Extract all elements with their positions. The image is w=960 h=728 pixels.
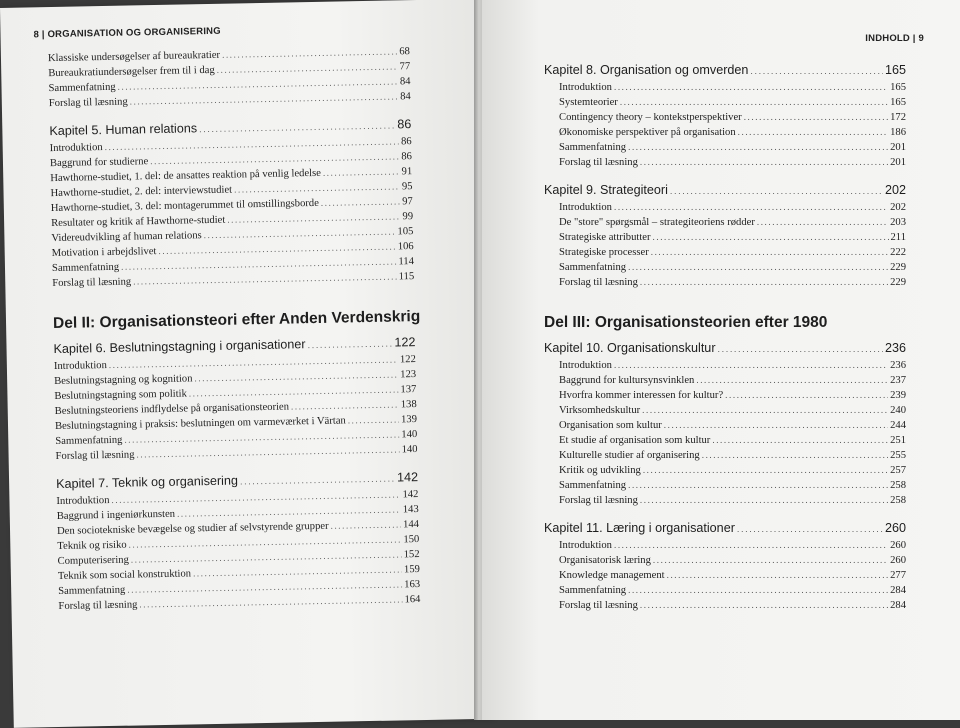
- toc-entry-page: 258: [890, 480, 906, 491]
- toc-entry-page: 277: [890, 570, 906, 581]
- toc-entry: [544, 598, 906, 613]
- toc-entry-title: Beslutningstagning i praksis: beslutningen om varmeværket i Värtan: [54, 415, 346, 433]
- toc-entry-page: 244: [890, 420, 906, 431]
- toc-entry-page: 142: [402, 489, 419, 501]
- left-toc: [48, 44, 421, 614]
- toc-entry-title: Beslutningstagning og kognition: [54, 373, 193, 388]
- chapter-heading: Kapitel 11. Læring i organisationer ..... 260: [544, 520, 906, 538]
- toc-entry: [544, 125, 906, 140]
- toc-entry-title: Kulturelle studier af organisering: [559, 450, 700, 461]
- toc-entry-title: Baggrund for kultursynsvinklen: [559, 375, 695, 386]
- leader-dots: [643, 463, 888, 478]
- toc-entry-page: 68: [399, 46, 411, 58]
- toc-entry-page: 95: [401, 181, 413, 193]
- toc-entry-page: 186: [890, 127, 906, 138]
- toc-entry-page: 138: [400, 399, 417, 411]
- toc-group: [54, 352, 418, 464]
- toc-entry-title: Introduktion: [559, 540, 612, 551]
- toc-entry-page: 150: [403, 534, 420, 546]
- toc-entry-title: Hawthorne-studiet, 1. del: de ansattes reaktion på venlig ledelse: [50, 167, 321, 185]
- toc-entry-page: 86: [400, 136, 412, 148]
- toc-entry-page: 201: [890, 157, 906, 168]
- toc-entry-page: 165: [890, 97, 906, 108]
- toc-entry: [544, 358, 906, 373]
- toc-group: [50, 134, 415, 291]
- toc-entry: [544, 388, 906, 403]
- toc-entry-title: Beslutningstagning som politik: [54, 388, 187, 403]
- toc-entry-title: Sammenfatning: [559, 585, 627, 596]
- leader-dots: [744, 110, 888, 125]
- left-running-head: 8 | ORGANISATION OG ORGANISERING: [33, 25, 221, 41]
- toc-entry-title: Sammenfatning: [559, 480, 627, 491]
- toc-entry-title: Hawthorne-studiet, 2. del: interviewstudiet: [50, 184, 233, 200]
- toc-entry: [544, 418, 906, 433]
- toc-entry-title: Motivation i arbejdslivet: [51, 246, 157, 260]
- chapter-heading: Kapitel 5. Human relations ..... 86: [49, 116, 411, 141]
- leader-dots: [702, 448, 888, 463]
- toc-entry-page: 240: [890, 405, 906, 416]
- chapter-heading: Kapitel 6. Beslutningstagning i organisationer ..... 122: [53, 334, 415, 359]
- leader-dots: [640, 493, 888, 508]
- leader-dots: [614, 538, 888, 553]
- leader-dots: [640, 155, 888, 170]
- toc-entry-title: Introduktion: [56, 494, 110, 508]
- toc-entry-page: 260: [890, 555, 906, 566]
- toc-entry-title: Forslag til læsning: [58, 599, 138, 612]
- leader-dots: [348, 412, 400, 428]
- toc-entry: [544, 260, 906, 275]
- toc-entry-title: Organisation som kultur: [559, 420, 662, 431]
- toc-entry-page: 172: [890, 112, 906, 123]
- toc-group: [56, 487, 420, 614]
- right-running-head: INDHOLD | 9: [865, 33, 924, 44]
- toc-entry-page: 84: [400, 91, 411, 103]
- toc-entry: [544, 553, 906, 568]
- toc-entry-page: 251: [890, 435, 906, 446]
- toc-entry-title: Sammenfatning: [55, 434, 123, 448]
- toc-entry: [544, 95, 906, 110]
- leader-dots: [651, 245, 888, 260]
- toc-entry-page: 211: [890, 232, 906, 243]
- right-page: [482, 0, 960, 720]
- toc-entry-page: 99: [402, 211, 414, 223]
- toc-entry-title: Videreudvikling af human relations: [51, 230, 202, 245]
- leader-dots: [614, 358, 888, 373]
- part-heading: Del II: Organisationsteori efter Anden Verdenskrig: [52, 307, 421, 333]
- toc-entry-title: Resultater og kritik af Hawthorne-studiet: [51, 214, 226, 230]
- toc-entry-page: 123: [400, 369, 417, 381]
- toc-entry-title: Strategiske processer: [559, 247, 649, 258]
- toc-entry-page: 165: [890, 82, 906, 93]
- toc-entry-title: Introduktion: [559, 360, 612, 371]
- toc-entry-title: Den sociotekniske bevægelse og studier af selvstyrende grupper: [56, 520, 329, 538]
- toc-entry-page: 229: [890, 277, 906, 288]
- toc-entry-page: 202: [890, 202, 906, 213]
- toc-entry: [544, 200, 906, 215]
- toc-entry-title: Forslag til læsning: [52, 276, 132, 290]
- toc-entry-title: Bureaukratiundersøgelser frem til i dag: [48, 64, 215, 80]
- toc-entry: [544, 433, 906, 448]
- toc-entry-title: Sammenfatning: [58, 584, 126, 597]
- toc-entry-title: Sammenfatning: [48, 81, 116, 95]
- toc-entry-page: 258: [890, 495, 906, 506]
- chapter-heading: Kapitel 9. Strategiteori ..... 202: [544, 182, 906, 200]
- toc-entry-page: 164: [404, 594, 421, 606]
- leader-dots: [614, 80, 888, 95]
- toc-entry: [544, 538, 906, 553]
- toc-entry-title: Forslag til læsning: [559, 277, 638, 288]
- leader-dots: [667, 568, 889, 583]
- leader-dots: [738, 125, 888, 140]
- toc-entry-title: Sammenfatning: [51, 261, 120, 275]
- toc-entry-title: Virksomhedskultur: [559, 405, 641, 416]
- toc-entry: [544, 140, 906, 155]
- toc-entry: [544, 463, 906, 478]
- toc-entry-page: 144: [403, 519, 420, 531]
- toc-entry-page: 84: [399, 76, 411, 88]
- leader-dots: [653, 230, 889, 245]
- toc-entry: [544, 80, 906, 95]
- toc-group: [544, 80, 906, 170]
- toc-entry-page: 222: [890, 247, 906, 258]
- toc-group: [544, 538, 906, 613]
- toc-entry-title: Introduktion: [53, 360, 107, 373]
- toc-entry-page: 257: [890, 465, 906, 476]
- toc-entry: [544, 245, 906, 260]
- toc-entry-title: Sammenfatning: [559, 142, 627, 153]
- toc-entry-title: De "store" spørgsmål – strategiteoriens rødder: [559, 217, 755, 228]
- toc-entry-page: 137: [400, 384, 417, 396]
- toc-entry-title: Teknik som social konstruktion: [57, 568, 192, 582]
- toc-entry: [544, 275, 906, 290]
- toc-entry-page: 237: [890, 375, 906, 386]
- toc-entry-title: Forslag til læsning: [559, 600, 638, 611]
- toc-entry-title: Baggrund for studierne: [49, 156, 149, 170]
- toc-entry: [544, 215, 906, 230]
- toc-entry-page: 152: [403, 549, 420, 561]
- toc-entry-page: 114: [398, 256, 415, 268]
- leader-dots: [642, 403, 888, 418]
- leader-dots: [628, 478, 888, 493]
- toc-entry: [544, 230, 906, 245]
- toc-entry: [544, 110, 906, 125]
- chapter-heading: Kapitel 8. Organisation og omverden ..... 165: [544, 62, 906, 80]
- toc-entry-title: Systemteorier: [559, 97, 618, 108]
- toc-entry-title: Introduktion: [559, 202, 612, 213]
- toc-entry-title: Forslag til læsning: [559, 157, 638, 168]
- leader-dots: [640, 275, 888, 290]
- part-heading: Del III: Organisationsteorien efter 1980: [544, 314, 828, 331]
- toc-entry-page: 86: [401, 151, 413, 163]
- leader-dots: [653, 553, 888, 568]
- toc-entry-page: 236: [890, 360, 906, 371]
- toc-entry-page: 140: [401, 444, 418, 456]
- toc-entry-page: 201: [890, 142, 906, 153]
- leader-dots: [620, 95, 888, 110]
- leader-dots: [628, 583, 888, 598]
- toc-entry: [544, 373, 906, 388]
- toc-entry-title: Hvorfra kommer interessen for kultur?: [559, 390, 724, 401]
- chapter-heading: Kapitel 10. Organisationskultur ..... 236: [544, 340, 906, 358]
- leader-dots: [628, 140, 888, 155]
- toc-entry-title: Et studie af organisation som kultur: [559, 435, 711, 446]
- toc-entry: [544, 448, 906, 463]
- leader-dots: [321, 194, 401, 211]
- toc-entry-title: Økonomiske perspektiver på organisation: [559, 127, 736, 138]
- toc-entry-page: 122: [399, 354, 416, 366]
- leader-dots: [664, 418, 888, 433]
- toc-entry-title: Contingency theory – kontekstperspektiver: [559, 112, 742, 123]
- toc-entry: [544, 155, 906, 170]
- chapter-heading: Kapitel 7. Teknik og organisering ..... 142: [56, 469, 418, 494]
- toc-entry-title: Knowledge management: [559, 570, 665, 581]
- toc-entry-page: 106: [397, 241, 414, 253]
- toc-entry-title: Klassiske undersøgelser af bureaukratier: [47, 49, 221, 65]
- toc-entry: [544, 568, 906, 583]
- leader-dots: [757, 215, 888, 230]
- toc-entry-page: 91: [401, 166, 413, 178]
- leader-dots: [614, 200, 888, 215]
- toc-entry-title: Organisatorisk læring: [559, 555, 651, 566]
- toc-entry-page: 284: [890, 585, 906, 596]
- toc-entry-title: Forslag til læsning: [55, 449, 135, 463]
- leader-dots: [712, 433, 888, 448]
- toc-group: [48, 44, 411, 111]
- leader-dots: [696, 373, 888, 388]
- toc-entry-title: Forslag til læsning: [48, 96, 128, 110]
- toc-entry-page: 260: [890, 540, 906, 551]
- toc-entry-page: 105: [397, 226, 414, 238]
- toc-entry-page: 140: [401, 429, 418, 441]
- toc-entry-title: Sammenfatning: [559, 262, 627, 273]
- toc-entry-page: 239: [890, 390, 906, 401]
- toc-entry: [544, 493, 906, 508]
- toc-entry-title: Computerisering: [57, 554, 129, 567]
- toc-group: [544, 200, 906, 290]
- right-toc: [544, 62, 906, 613]
- leader-dots: [323, 164, 400, 180]
- toc-entry-title: Strategiske attributter: [559, 232, 651, 243]
- toc-entry-page: 203: [890, 217, 906, 228]
- toc-entry-page: 143: [402, 504, 419, 516]
- leader-dots: [640, 598, 888, 613]
- toc-entry-page: 229: [890, 262, 906, 273]
- toc-entry-page: 77: [399, 61, 411, 73]
- toc-entry-page: 115: [398, 271, 415, 283]
- toc-entry-title: Forslag til læsning: [559, 495, 638, 506]
- toc-entry-title: Kritik og udvikling: [559, 465, 641, 476]
- toc-entry-title: Introduktion: [49, 142, 103, 155]
- toc-entry-page: 163: [404, 579, 421, 591]
- toc-entry: [544, 403, 906, 418]
- toc-entry-title: Teknik og risiko: [57, 539, 127, 552]
- toc-entry: [544, 583, 906, 598]
- toc-group: [544, 358, 906, 508]
- toc-entry-page: 284: [890, 600, 906, 611]
- toc-entry-title: Introduktion: [559, 82, 612, 93]
- toc-entry-page: 97: [402, 196, 413, 208]
- leader-dots: [330, 517, 401, 533]
- toc-entry: [544, 478, 906, 493]
- toc-entry-title: Beslutningsteoriens indflydelse på organisationsteorien: [54, 401, 290, 418]
- leader-dots: [725, 388, 888, 403]
- leader-dots: [628, 260, 888, 275]
- toc-entry-title: Baggrund i ingeniørkunsten: [56, 508, 176, 523]
- toc-entry-page: 139: [400, 414, 418, 426]
- toc-entry-page: 255: [890, 450, 906, 461]
- toc-entry-page: 159: [403, 564, 420, 576]
- toc-entry-title: Hawthorne-studiet, 3. del: montagerummet til omstillingsborde: [50, 197, 319, 215]
